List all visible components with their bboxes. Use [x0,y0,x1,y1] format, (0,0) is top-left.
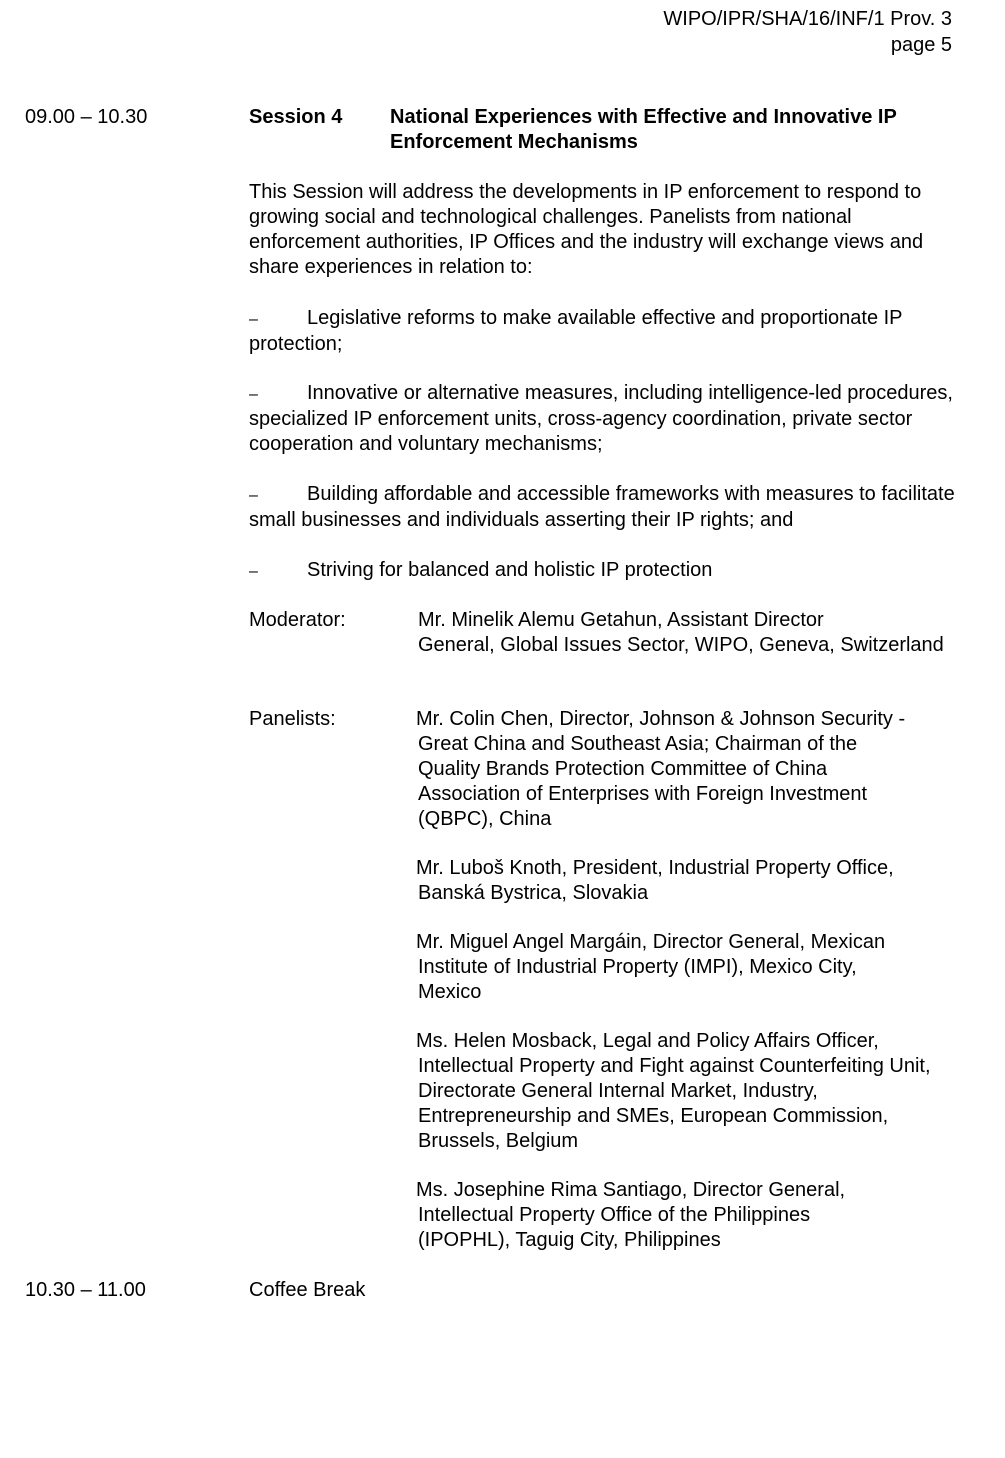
bullet-dash: – [249,311,258,328]
session-intro: This Session will address the developments in IP enforcement to respond to growing social and technological challenges. Panelists from national enforcement authorities, IP Offices and the industry will exchange views and share experiences in relation to: [249,181,924,278]
bullet-text: Innovative or alternative measures, including intelligence-led procedures, specialized IP enforcement units, cross-agency coordination, private sector cooperation and voluntary mechanisms; [249,382,953,455]
person-details: General, Global Issues Sector, WIPO, Geneva, Switzerland [418,634,944,656]
session-label: Session 4 [249,106,343,128]
panelist-entry [416,930,976,1005]
person-first-line: Ms. Josephine Rima Santiago, Director General, [416,1179,846,1201]
bullet-text: Legislative reforms to make available effective and proportionate IP protection; [249,307,903,355]
bullet-dash: – [249,386,258,403]
person-first-line: Ms. Helen Mosback, Legal and Policy Affairs Officer, [416,1030,879,1052]
panelists-label: Panelists: [249,708,336,730]
person-first-line: Mr. Luboš Knoth, President, Industrial Property Office, [416,857,894,879]
page-number: page 5 [890,34,952,56]
person-first-line: Mr. Colin Chen, Director, Johnson & Johnson Security - [416,708,906,730]
bullet-text: Striving for balanced and holistic IP protection [307,559,713,581]
person-details: Banská Bystrica, Slovakia [418,882,649,904]
bullet-dash: – [249,563,258,580]
panelist-entry [416,1029,976,1154]
bullet-item [249,306,964,357]
bullet-item [249,558,964,584]
moderator-label: Moderator: [249,609,346,631]
person-details: Intellectual Property Office of the Philippines (IPOPHL), Taguig City, Philippines [418,1204,811,1251]
session-time: 09.00 – 10.30 [25,106,148,128]
bullet-text: Building affordable and accessible frameworks with measures to facilitate small businesses and individuals asserting their IP rights; and [249,483,955,531]
bullet-item [249,381,964,457]
person-details: Great China and Southeast Asia; Chairman of the Quality Brands Protection Committee of China Association of Enterprises with Foreign Investment (QBPC), China [418,733,868,830]
document-reference: WIPO/IPR/SHA/16/INF/1 Prov. 3 [663,8,952,30]
panelist-entry [416,1178,976,1253]
break-time: 10.30 – 11.00 [25,1279,146,1301]
person-details: Institute of Industrial Property (IMPI), Mexico City, Mexico [418,956,857,1003]
panelist-entry [416,707,976,832]
person-first-line: Mr. Minelik Alemu Getahun, Assistant Director [418,609,824,631]
session-title: National Experiences with Effective and Innovative IP Enforcement Mechanisms [390,106,897,153]
bullet-item [249,482,964,533]
person-details: Intellectual Property and Fight against Counterfeiting Unit, Directorate General Internal Market, Industry, Entrepreneurship and SMEs, European Commission, Brussels, Belgium [418,1055,931,1152]
document-header [663,6,952,58]
bullet-dash: – [249,487,258,504]
coffee-break-label: Coffee Break [249,1279,366,1301]
person-first-line: Mr. Miguel Angel Margáin, Director General, Mexican [416,931,886,953]
moderator-entry [416,608,976,658]
panelist-entry [416,856,976,906]
